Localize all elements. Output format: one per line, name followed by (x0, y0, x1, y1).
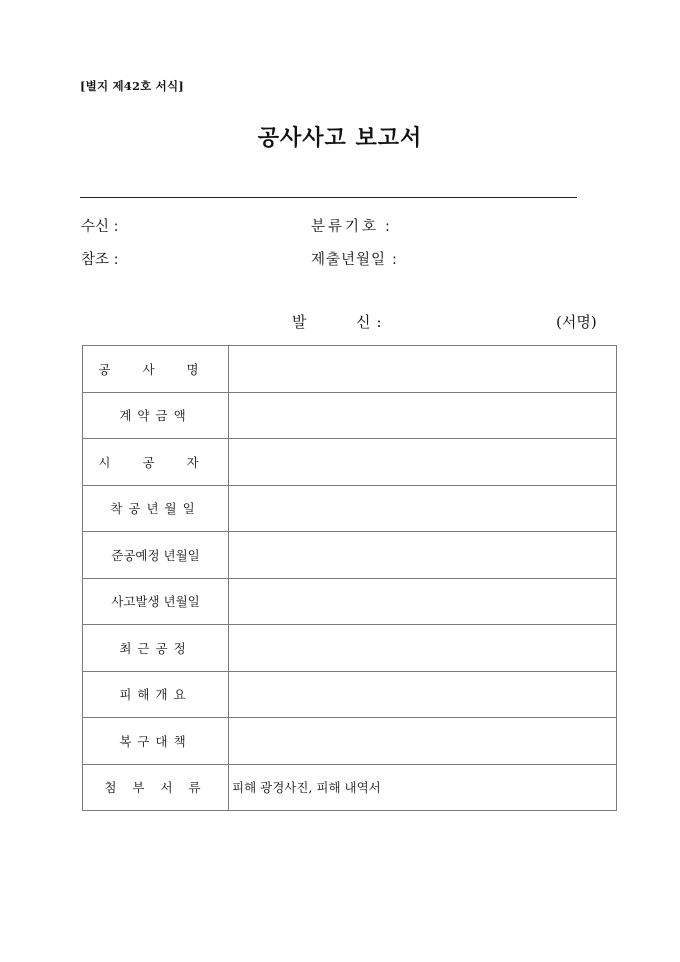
row-value-expected-completion-date[interactable] (229, 532, 617, 579)
signature-label: (서명) (556, 313, 597, 331)
row-value-damage-summary[interactable] (229, 671, 617, 718)
row-value-contractor[interactable] (229, 439, 617, 486)
row-value-contract-amount[interactable] (229, 392, 617, 439)
row-value-recovery-plan[interactable] (229, 718, 617, 765)
row-label-attachments: 첨 부 서 류 (83, 764, 229, 811)
table-row (83, 439, 617, 486)
sender-field (292, 311, 382, 332)
row-value-recent-progress[interactable] (229, 625, 617, 672)
row-label-start-date: 착공년월일 (83, 485, 229, 532)
table-row (83, 578, 617, 625)
row-value-accident-date[interactable] (229, 578, 617, 625)
row-label-damage-summary: 피해개요 (83, 671, 229, 718)
row-label-expected-completion-date: 준공예정 년월일 (83, 532, 229, 579)
title-divider (80, 197, 577, 198)
page-title: 공사사고 보고서 (257, 125, 423, 151)
submit-date-label: 제출년월일 (311, 252, 387, 268)
classification-field (311, 215, 390, 236)
table-row (83, 485, 617, 532)
row-label-recovery-plan: 복구대책 (83, 718, 229, 765)
row-label-accident-date: 사고발생 년월일 (83, 578, 229, 625)
classification-label: 분류기호 (311, 219, 380, 235)
table-row (83, 346, 617, 393)
submit-date-colon: : (392, 252, 397, 268)
row-label-contractor: 시 공 자 (83, 439, 229, 486)
table-row (83, 764, 617, 811)
classification-colon: : (385, 219, 390, 235)
sender-label-part1: 발 (292, 313, 307, 331)
table-row (83, 392, 617, 439)
sender-label-part2: 신 (356, 313, 371, 331)
row-value-project-name[interactable] (229, 346, 617, 393)
table-row (83, 671, 617, 718)
row-value-attachments[interactable]: 피해 광경사진, 피해 내역서 (229, 764, 617, 811)
row-label-contract-amount: 계약금액 (83, 392, 229, 439)
form-number-label: [별지 제42호 서식] (80, 79, 184, 93)
reference-label: 참조 : (81, 252, 119, 268)
row-value-start-date[interactable] (229, 485, 617, 532)
accident-report-table (82, 345, 617, 811)
table-row (83, 532, 617, 579)
submit-date-field (311, 248, 397, 269)
reference-field (81, 248, 119, 269)
recipient-field (81, 215, 119, 236)
row-label-recent-progress: 최근공정 (83, 625, 229, 672)
sender-colon: : (376, 313, 382, 331)
table-row (83, 625, 617, 672)
table-row (83, 718, 617, 765)
row-label-project-name: 공 사 명 (83, 346, 229, 393)
recipient-label: 수신 : (81, 219, 119, 235)
